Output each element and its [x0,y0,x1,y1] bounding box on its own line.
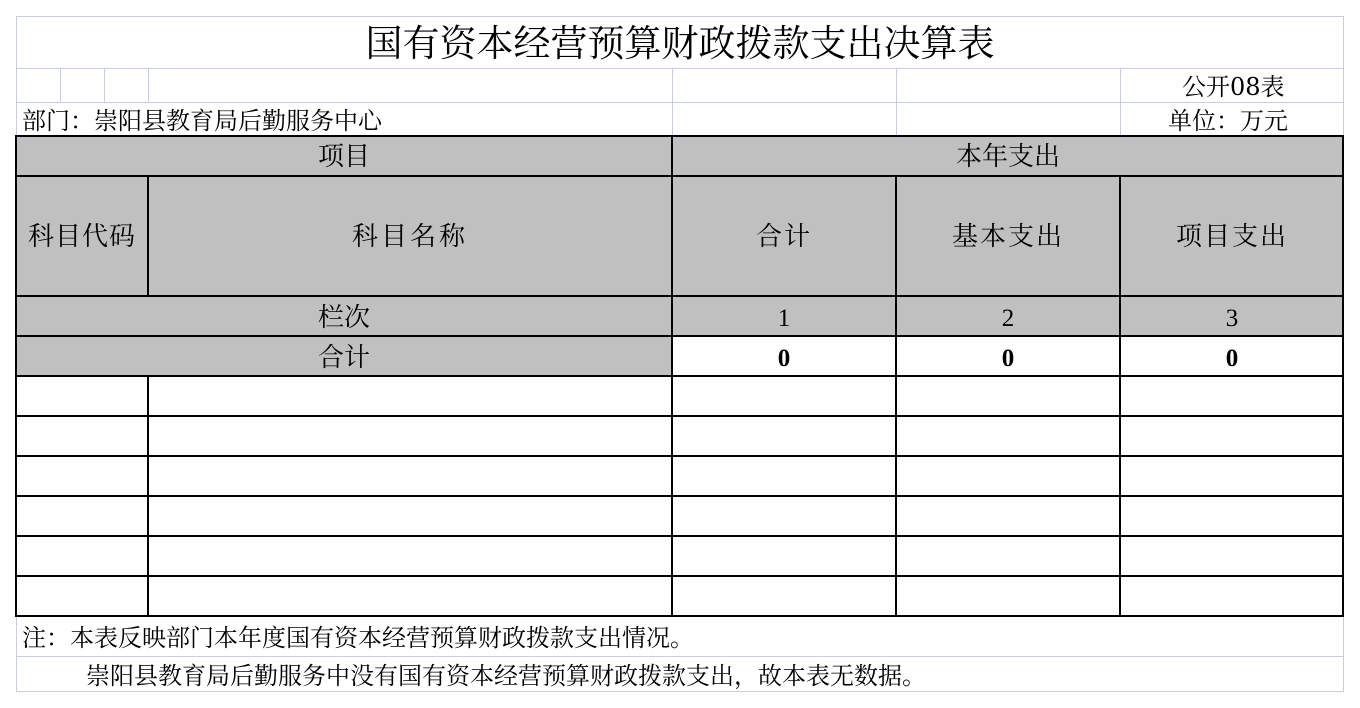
unit-label: 单位：万元 [1168,107,1288,135]
header-subject-code: 科目代码 [27,222,136,252]
note-line-1: 注：本表反映部门本年度国有资本经营预算财政拨款支出情况。 [22,624,694,652]
gridline [16,656,1344,657]
total-value-1: 0 [777,345,791,372]
gridline [60,68,61,102]
column-number-3: 3 [1225,305,1239,332]
table-border [16,295,1344,297]
table-border [1342,135,1344,617]
page-title: 国有资本经营预算财政拨款支出决算表 [365,22,995,65]
header-total: 合计 [755,222,812,252]
gridline [16,691,1344,692]
table-border [16,335,1344,337]
total-row-label: 合计 [317,343,370,373]
table-border [16,455,1344,457]
header-project-expense: 项目支出 [1175,222,1288,252]
gridline [16,16,1344,17]
column-number-2: 2 [1001,305,1015,332]
column-row-label: 栏次 [317,303,370,333]
table-border [16,615,1344,617]
gridline [16,102,1344,103]
table-border [16,375,1344,377]
note-line-2: 崇阳县教育局后勤服务中没有国有资本经营预算财政拨款支出，故本表无数据。 [86,662,926,690]
table-border [16,175,1344,177]
table-border [16,135,1344,137]
gridline [672,68,673,136]
gridline [148,68,149,102]
column-number-1: 1 [777,305,791,332]
table-border [671,135,673,617]
gridline [16,68,1344,69]
gridline [104,68,105,102]
header-subject-name: 科目名称 [351,222,468,252]
header-project: 项目 [317,142,370,172]
total-value-3: 0 [1225,345,1239,372]
department-label: 部门：崇阳县教育局后勤服务中心 [22,107,382,135]
gridline [1343,616,1344,692]
table-border [16,495,1344,497]
gridline [1120,68,1121,136]
total-value-2: 0 [1001,345,1015,372]
table-border [15,135,17,617]
header-basic-expense: 基本支出 [951,222,1064,252]
table-border [147,375,149,617]
header-current-year-expense: 本年支出 [955,142,1060,172]
table-border [16,415,1344,417]
table-border [16,535,1344,537]
table-border [16,575,1344,577]
form-code: 公开08表 [1182,73,1285,101]
gridline [16,616,17,692]
gridline [896,68,897,136]
